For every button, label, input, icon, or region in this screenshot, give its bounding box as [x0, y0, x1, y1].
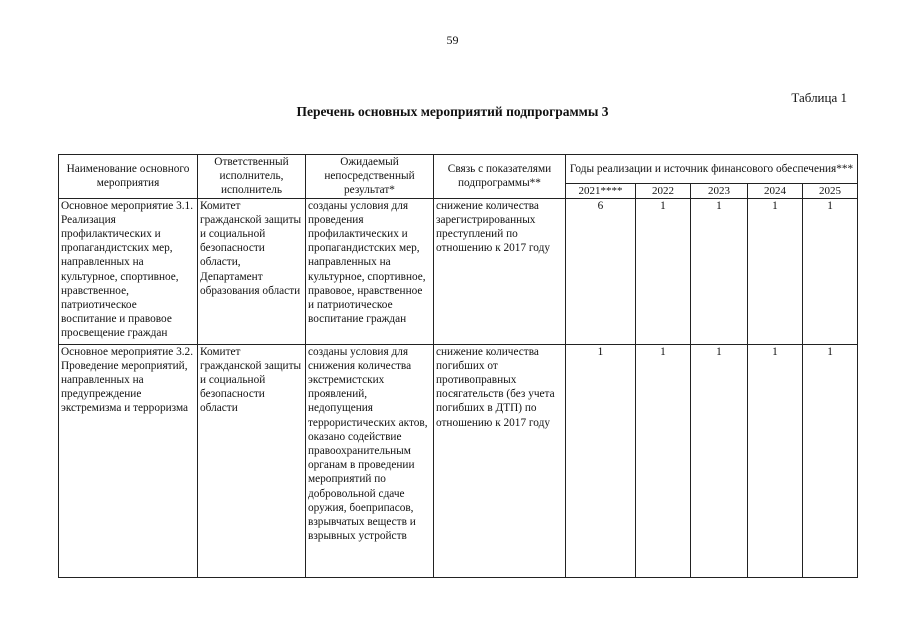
header-name: Наименование основного мероприятия: [59, 155, 198, 199]
responsible-executor: Комитет гражданской защиты и социальной безопасности области: [198, 344, 306, 577]
year-value: 1: [636, 344, 691, 577]
year-value: 1: [691, 198, 748, 344]
table-label: Таблица 1: [791, 90, 847, 105]
activities-table: [58, 154, 858, 578]
year-value: 1: [691, 344, 748, 577]
header-result: Ожидаемый непосредственный результат*: [306, 155, 434, 199]
table-row: [59, 344, 858, 577]
responsible-executor: Комитет гражданской защиты и социальной безопасности области, Департамент образования области: [198, 198, 306, 344]
year-value: 1: [636, 198, 691, 344]
header-link: Связь с показателями подпрограммы**: [434, 155, 566, 199]
year-value: 1: [803, 344, 858, 577]
year-value: 1: [566, 344, 636, 577]
document-title: Перечень основных мероприятий подпрограммы 3: [296, 104, 609, 119]
year-value: 6: [566, 198, 636, 344]
year-value: 1: [748, 344, 803, 577]
header-row: [59, 155, 858, 184]
header-year: 2024: [748, 184, 803, 198]
expected-result: созданы условия для проведения профилактических и пропагандистских мер, направленных на культурное, спортивное, правовое, нравственное и патриотическое воспитание граждан: [306, 198, 434, 344]
year-value: 1: [748, 198, 803, 344]
header-year: 2025: [803, 184, 858, 198]
page-number: 59: [446, 33, 459, 47]
expected-result: созданы условия для снижения количества экстремистских проявлений, недопущения террористических актов, оказано содействие правоохранительным органам в проведении мероприятий по добровольной сдаче оружия, боеприпасов, взрывчатых веществ и взрывных устройств: [306, 344, 434, 577]
table-row: [59, 198, 858, 344]
header-year: 2021****: [566, 184, 636, 198]
header-year: 2022: [636, 184, 691, 198]
header-years-group: Годы реализации и источник финансового обеспечения***: [566, 155, 858, 184]
year-value: 1: [803, 198, 858, 344]
indicator-link: снижение количества погибших от противоправных посягательств (без учета погибших в ДТП) по отношению к 2017 году: [434, 344, 566, 577]
activity-name: Основное мероприятие 3.2. Проведение мероприятий, направленных на предупреждение экстремизма и терроризма: [59, 344, 198, 577]
indicator-link: снижение количества зарегистрированных преступлений по отношению к 2017 году: [434, 198, 566, 344]
header-year: 2023: [691, 184, 748, 198]
header-responsible: Ответственный исполнитель, исполнитель: [198, 155, 306, 199]
activity-name: Основное мероприятие 3.1. Реализация профилактических и пропагандистских мер, направленных на культурное, спортивное, нравственное, патриотическое воспитание и правовое просвещение граждан: [59, 198, 198, 344]
